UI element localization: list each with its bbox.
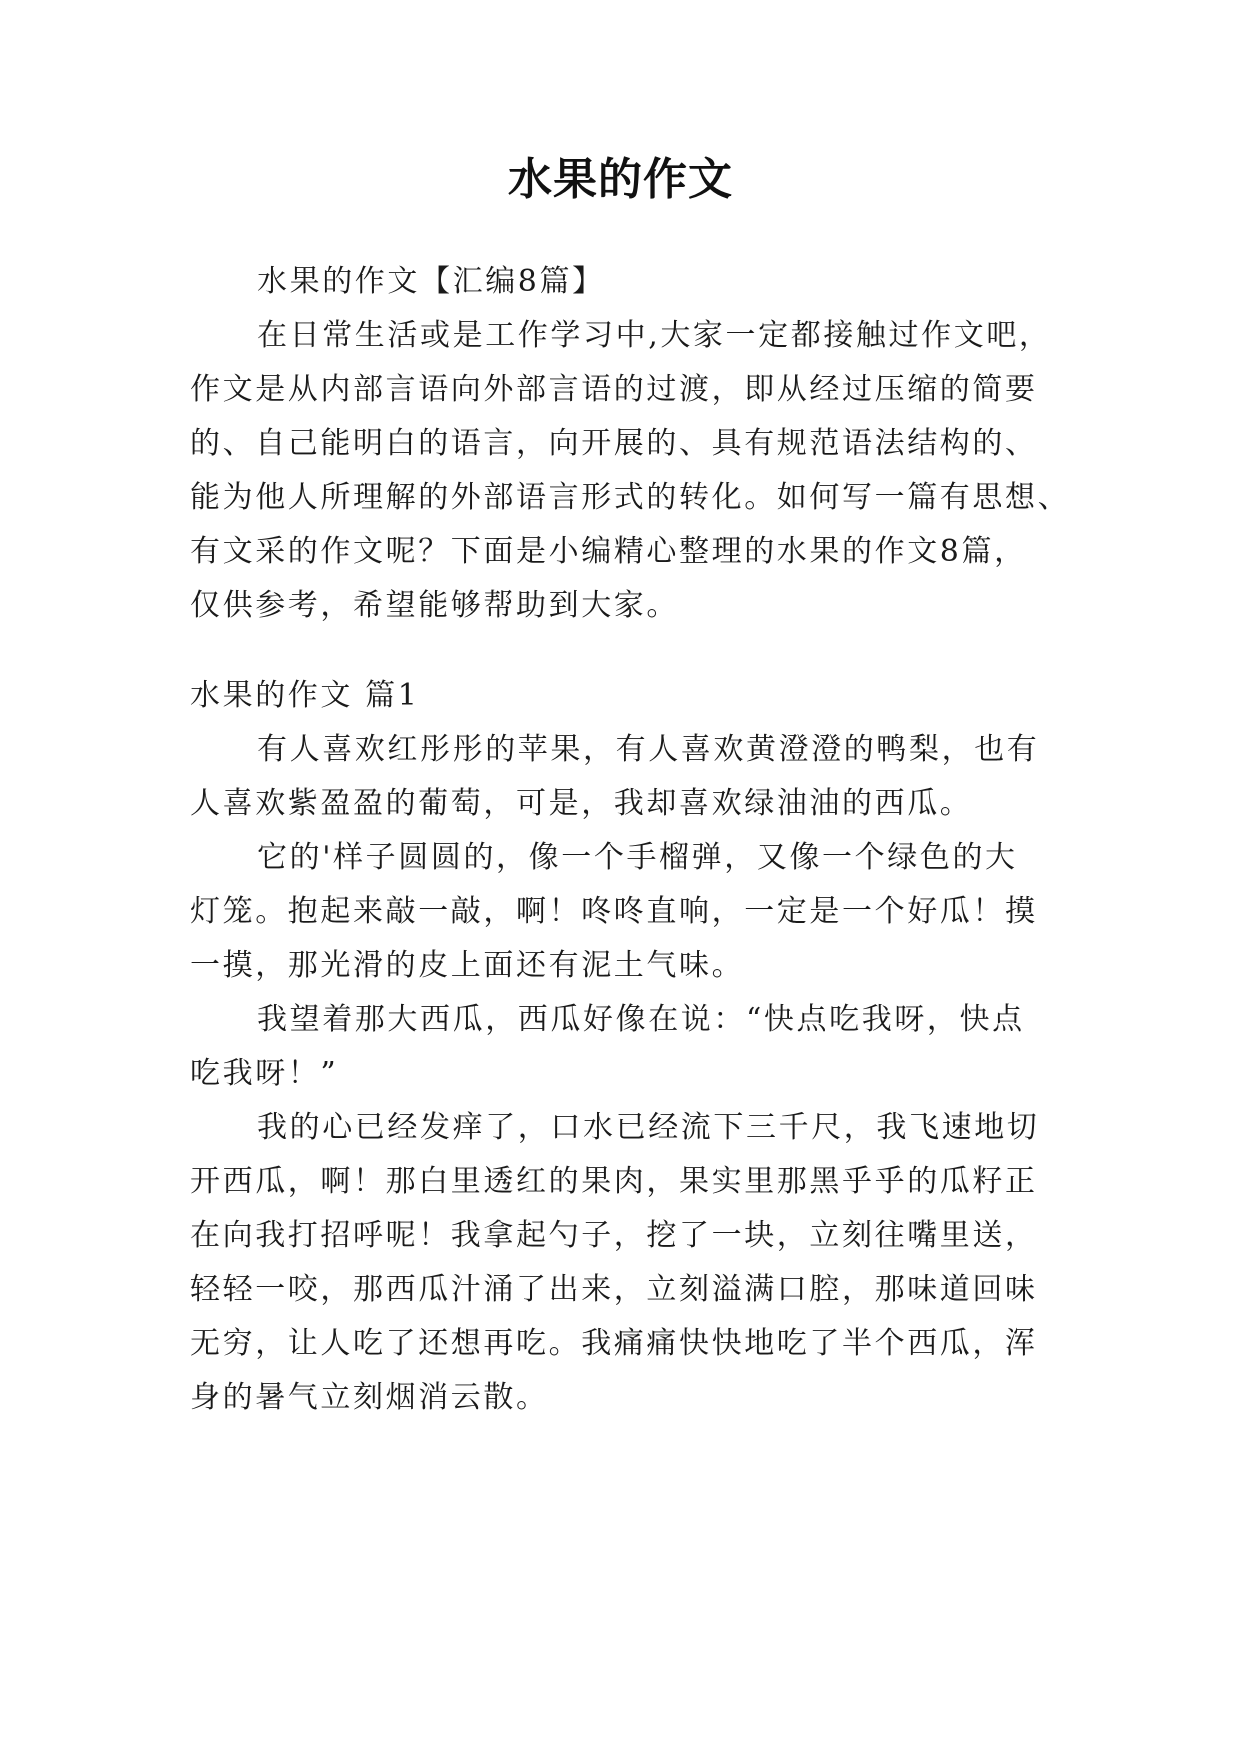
intro-line: 在日常生活或是工作学习中,大家一定都接触过作文吧， — [257, 318, 1052, 353]
body-line: 人喜欢紫盈盈的葡萄，可是，我却喜欢绿油油的西瓜。 — [190, 786, 973, 821]
intro-line: 能为他人所理解的外部语言形式的转化。如何写一篇有思想、 — [190, 480, 1071, 515]
body-line: 我望着那大西瓜，西瓜好像在说：“快点吃我呀，快点 — [257, 1002, 1025, 1037]
subtitle-line: 水果的作文【汇编8篇】 — [257, 264, 605, 299]
body-line: 无穷，让人吃了还想再吃。我痛痛快快地吃了半个西瓜，浑 — [190, 1326, 1038, 1361]
body-line: 在向我打招呼呢！我拿起勺子，挖了一块，立刻往嘴里送， — [190, 1218, 1038, 1253]
document-title: 水果的作文 — [508, 154, 733, 205]
intro-line: 仅供参考，希望能够帮助到大家。 — [190, 588, 679, 623]
body-line: 它的'样子圆圆的，像一个手榴弹，又像一个绿色的大 — [257, 840, 1018, 875]
body-line: 灯笼。抱起来敲一敲，啊！咚咚直响，一定是一个好瓜！摸 — [190, 894, 1038, 929]
intro-line: 作文是从内部言语向外部言语的过渡，即从经过压缩的简要 — [190, 372, 1038, 407]
section-heading: 水果的作文 篇1 — [190, 678, 420, 713]
intro-line: 有文采的作文呢？下面是小编精心整理的水果的作文8篇， — [190, 534, 1027, 569]
body-line: 有人喜欢红彤彤的苹果，有人喜欢黄澄澄的鸭梨，也有 — [257, 732, 1040, 767]
body-line: 身的暑气立刻烟消云散。 — [190, 1380, 549, 1415]
body-line: 我的心已经发痒了，口水已经流下三千尺，我飞速地切 — [257, 1110, 1040, 1145]
body-line: 轻轻一咬，那西瓜汁涌了出来，立刻溢满口腔，那味道回味 — [190, 1272, 1038, 1307]
intro-line: 的、自己能明白的语言，向开展的、具有规范语法结构的、 — [190, 426, 1038, 461]
body-line: 一摸，那光滑的皮上面还有泥土气味。 — [190, 948, 745, 983]
body-line: 吃我呀！” — [190, 1056, 339, 1091]
body-line: 开西瓜，啊！那白里透红的果肉，果实里那黑乎乎的瓜籽正 — [190, 1164, 1038, 1199]
